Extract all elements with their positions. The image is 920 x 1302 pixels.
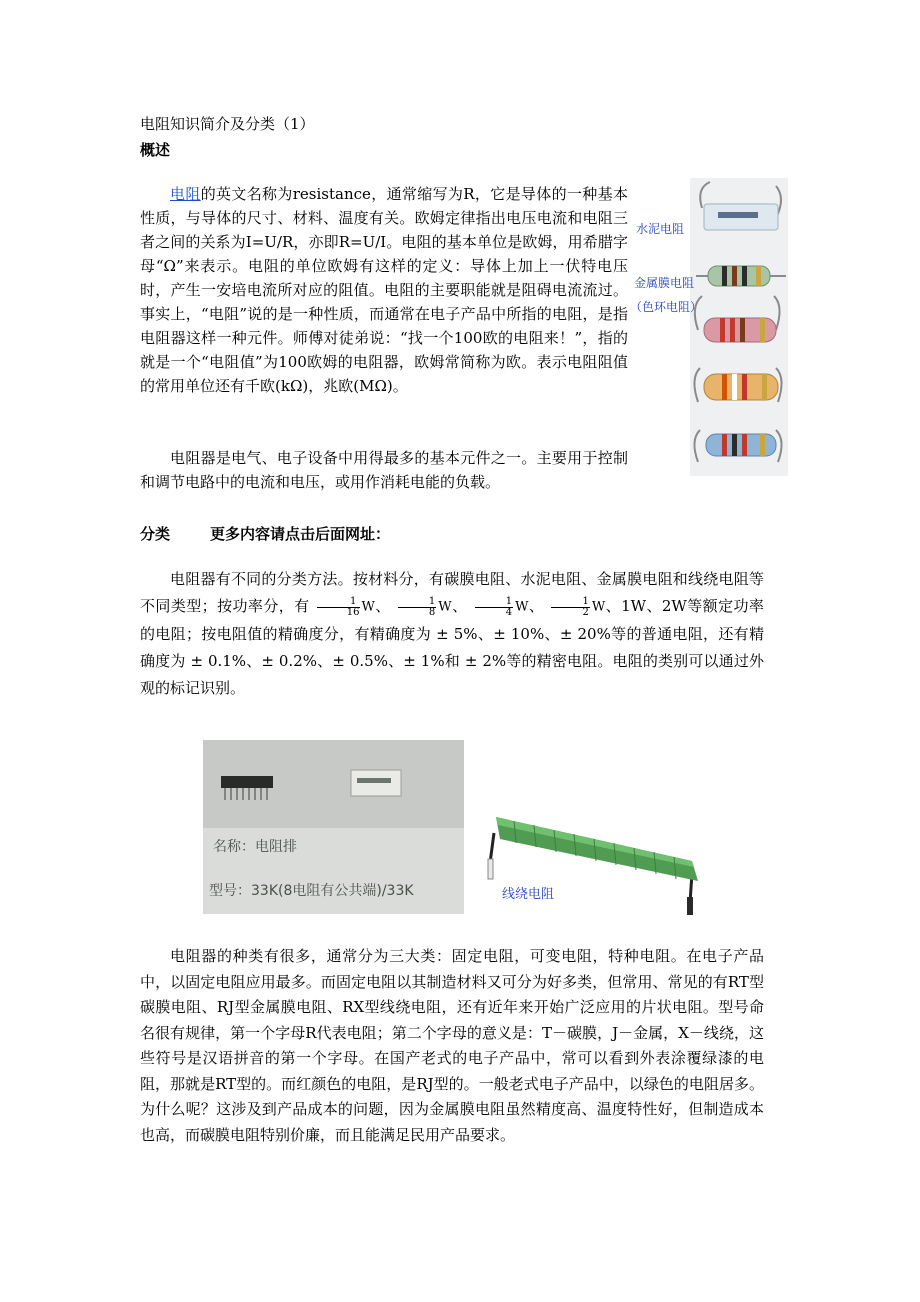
label-metal-film-resistor: 金属膜电阻 <box>634 276 695 290</box>
classification-text-end: 、1W、2W等额定功率的电阻；按电阻值的精确度分，有精确度为 ± 5%、± 10%、± 20%等的普通电阻，还有精确度为 ± 0.1%、± 0.2%、± 0.5%、± 1%和 ± 2%等的精密电阻。电阻的类别可以通过外观的标记识别。 <box>140 597 764 697</box>
document-title: 电阻知识简介及分类（1） <box>140 115 315 133</box>
label-wirewound-resistor: 线绕电阻 <box>502 887 555 902</box>
network-name-line: 名称：电阻排 <box>213 839 297 855</box>
label-color-ring-resistor: （色环电阻） <box>630 300 703 314</box>
overview-paragraph-1 <box>140 182 628 398</box>
classification-heading: 分类 <box>140 525 171 543</box>
resistor-types-photo <box>630 178 788 476</box>
fraction-1-8: $\frac{1}{8}$ <box>398 597 436 618</box>
wirewound-resistor-photo <box>484 755 720 919</box>
overview-paragraph-2: 电阻器是电气、电子设备中用得最多的基本元件之一。主要用于控制和调节电路中的电流和电压，或用作消耗电能的负载。 <box>140 449 628 491</box>
fraction-1-4: $\frac{1}{4}$ <box>475 597 513 618</box>
more-content-text: 更多内容请点击后面网址： <box>210 525 391 543</box>
classification-heading-row <box>140 523 390 545</box>
fraction-1-2: $\frac{1}{2}$ <box>551 597 589 618</box>
label-cement-resistor: 水泥电阻 <box>636 222 685 236</box>
overview-heading: 概述 <box>140 141 171 159</box>
classification-text-start: 电阻器有不同的分类方法。按材料分，有碳膜电阻、水泥电阻、金属膜电阻和线绕电阻等不同类型；按功率分，有 <box>140 570 764 615</box>
classification-paragraph: 电阻器有不同的分类方法。按材料分，有碳膜电阻、水泥电阻、金属膜电阻和线绕电阻等不同类型；按功率分，有 $\frac{1}{16}$ W、 $\frac{1}{8}$ W、 $\frac{1}{4}$ W、 $\frac{1}{2}$ W、1W、2W等额定功率的电阻；按电阻值的精确度分，有精确度为 ± 5%、± 10%、± 20%等的普通电阻，还有精确度为 ± 0.1%、± 0.2%、± 0.5%、± 1%和 ± 2%等的精密电阻。电阻的类别可以通过外观的标记识别。 <box>140 570 764 697</box>
fraction-1-16: $\frac{1}{16}$ <box>317 597 360 618</box>
overview-paragraph-1-text: 的英文名称为resistance，通常缩写为R，它是导体的一种基本性质，与导体的尺寸、材料、温度有关。欧姆定律指出电压电流和电阻三者之间的关系为I=U/R，亦即R=U/I。电阻的基本单位是欧姆，用希腊字母“Ω”来表示。电阻的单位欧姆有这样的定义：导体上加上一伏特电压时，产生一安培电流所对应的阻值。电阻的主要职能就是阻碍电流流过。事实上，“电阻”说的是一种性质，而通常在电子产品中所指的电阻，是指电阻器这样一种元件。师傅对徒弟说：“找一个100欧的电阻来！”，指的就是一个“电阻值”为100欧姆的电阻器，欧姆常简称为欧。表示电阻阻值的常用单位还有千欧(kΩ)，兆欧(MΩ)。 <box>140 185 628 395</box>
network-model-line: 型号：33K(8电阻有公共端)/33K <box>209 883 414 899</box>
resistance-link[interactable]: 电阻 <box>170 185 201 203</box>
resistor-network-photo <box>203 740 464 914</box>
resistor-types-paragraph: 电阻器的种类有很多，通常分为三大类：固定电阻，可变电阻，特种电阻。在电子产品中，以固定电阻应用最多。而固定电阻以其制造材料又可分为好多类，但常用、常见的有RT型碳膜电阻、RJ型金属膜电阻、RX型线绕电阻，还有近年来开始广泛应用的片状电阻。型号命名很有规律，第一个字母R代表电阻；第二个字母的意义是：T－碳膜，J－金属，X－线绕，这些符号是汉语拼音的第一个字母。在国产老式的电子产品中，常可以看到外表涂覆绿漆的电阻，那就是RT型的。而红颜色的电阻，是RJ型的。一般老式电子产品中，以绿色的电阻居多。为什么呢？这涉及到产品成本的问题，因为金属膜电阻虽然精度高、温度特性好，但制造成本也高，而碳膜电阻特别价廉，而且能满足民用产品要求。 <box>140 947 764 1144</box>
